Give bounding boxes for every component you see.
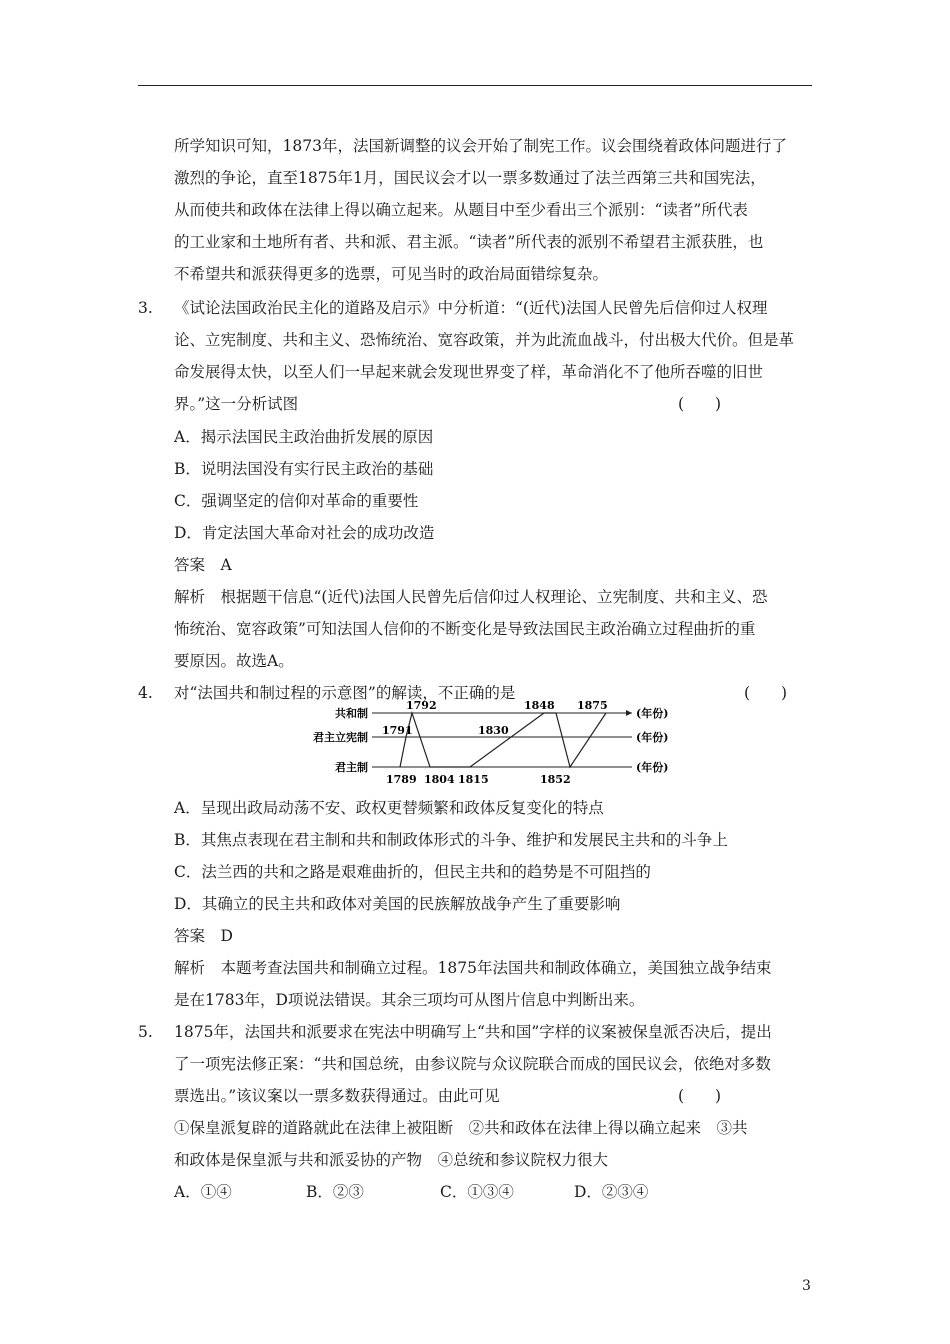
choice-d: D．②③④	[574, 1183, 649, 1201]
question-stem-line: 对“法国共和制过程的示意图”的解读，不正确的是	[174, 684, 516, 702]
option-d: D．肯定法国大革命对社会的成功改造	[174, 524, 435, 542]
row-label-republic: 共和制	[335, 707, 368, 720]
republic-process-diagram	[300, 697, 690, 787]
answer-line: 答案 A	[174, 556, 232, 574]
intro-line: 从而使共和政体在法律上得以确立起来。从题目中至少看出三个派别：“读者”所代表	[174, 201, 748, 219]
option-c: C．法兰西的共和之路是艰难曲折的，但民主共和的趋势是不可阻挡的	[174, 863, 651, 881]
intro-line: 激烈的争论，直至1875年1月，国民议会才以一票多数通过了法兰西第三共和国宪法，	[174, 169, 766, 187]
question-stem-line: 票选出。”该议案以一票多数获得通过。由此可见	[174, 1087, 500, 1105]
choice-a: A．①④	[174, 1183, 232, 1201]
header-rule	[138, 85, 812, 86]
answer-blank: ( )	[678, 1087, 722, 1105]
row-label-monarchy: 君主制	[335, 761, 368, 774]
year-label: 1789	[386, 773, 417, 786]
unit-label: (年份)	[636, 707, 669, 720]
choice-b: B．②③	[306, 1183, 364, 1201]
question-number: 5.	[138, 1023, 153, 1041]
year-label: 1791	[382, 724, 413, 737]
question-number: 3.	[138, 299, 153, 317]
question-stem-line: 命发展得太快，以至人们一早起来就会发现世界变了样，革命消化不了他所吞噬的旧世	[174, 363, 764, 381]
year-label: 1792	[406, 699, 437, 712]
option-b: B．说明法国没有实行民主政治的基础	[174, 460, 434, 478]
year-label: 1815	[458, 773, 489, 786]
option-b: B．其焦点表现在君主制和共和制政体形式的斗争、维护和发展民主共和的斗争上	[174, 831, 728, 849]
year-label: 1804	[424, 773, 455, 786]
choice-c: C．①③④	[440, 1183, 514, 1201]
question-stem-line: 界。”这一分析试图	[174, 395, 299, 413]
answer-line: 答案 D	[174, 927, 233, 945]
option-a: A．呈现出政局动荡不安、政权更替频繁和政体反复变化的特点	[174, 799, 604, 817]
intro-line: 的工业家和土地所有者、共和派、君主派。“读者”所代表的派别不希望君主派获胜，也	[174, 233, 764, 251]
question-stem-line: 1875年，法国共和派要求在宪法中明确写上“共和国”字样的议案被保皇派否决后，提出	[174, 1023, 772, 1041]
year-label: 1830	[478, 724, 509, 737]
question-number: 4.	[138, 684, 153, 702]
question-stem-line: 《试论法国政治民主化的道路及启示》中分析道：“(近代)法国人民曾先后信仰过人权理	[174, 299, 768, 317]
year-label: 1875	[577, 699, 608, 712]
question-stem-line: 了一项宪法修正案：“共和国总统，由参议院与众议院联合而成的国民议会，依绝对多数	[174, 1055, 771, 1073]
option-d: D．其确立的民主共和政体对美国的民族解放战争产生了重要影响	[174, 895, 621, 913]
question-stem-line: 论、立宪制度、共和主义、恐怖统治、宽容政策，并为此流血战斗，付出极大代价。但是革	[174, 331, 795, 349]
option-c: C．强调坚定的信仰对革命的重要性	[174, 492, 419, 510]
year-label: 1852	[540, 773, 571, 786]
page-number: 3	[802, 1278, 811, 1294]
analysis-line: 解析 根据题干信息“(近代)法国人民曾先后信仰过人权理论、立宪制度、共和主义、恐	[174, 588, 768, 606]
statement-line: 和政体是保皇派与共和派妥协的产物 ④总统和参议院权力很大	[174, 1151, 609, 1169]
row-label-constitutional: 君主立宪制	[313, 731, 368, 744]
answer-blank: ( )	[678, 395, 722, 413]
analysis-line: 是在1783年，D项说法错误。其余三项均可从图片信息中判断出来。	[174, 991, 645, 1009]
option-a: A．揭示法国民主政治曲折发展的原因	[174, 428, 434, 446]
analysis-line: 要原因。故选A。	[174, 652, 294, 670]
analysis-line: 解析 本题考查法国共和制确立过程。1875年法国共和制政体确立，美国独立战争结束	[174, 959, 772, 977]
year-label: 1848	[524, 699, 555, 712]
unit-label: (年份)	[636, 731, 669, 744]
unit-label: (年份)	[636, 761, 669, 774]
statement-line: ①保皇派复辟的道路就此在法律上被阻断 ②共和政体在法律上得以确立起来 ③共	[174, 1119, 748, 1137]
answer-blank: ( )	[744, 684, 788, 702]
analysis-line: 怖统治、宽容政策”可知法国人信仰的不断变化是导致法国民主政治确立过程曲折的重	[174, 620, 756, 638]
intro-line: 不希望共和派获得更多的选票，可见当时的政治局面错综复杂。	[174, 265, 609, 283]
intro-line: 所学知识可知，1873年，法国新调整的议会开始了制宪工作。议会围绕着政体问题进行了	[174, 137, 787, 155]
regime-change-path	[400, 713, 606, 767]
